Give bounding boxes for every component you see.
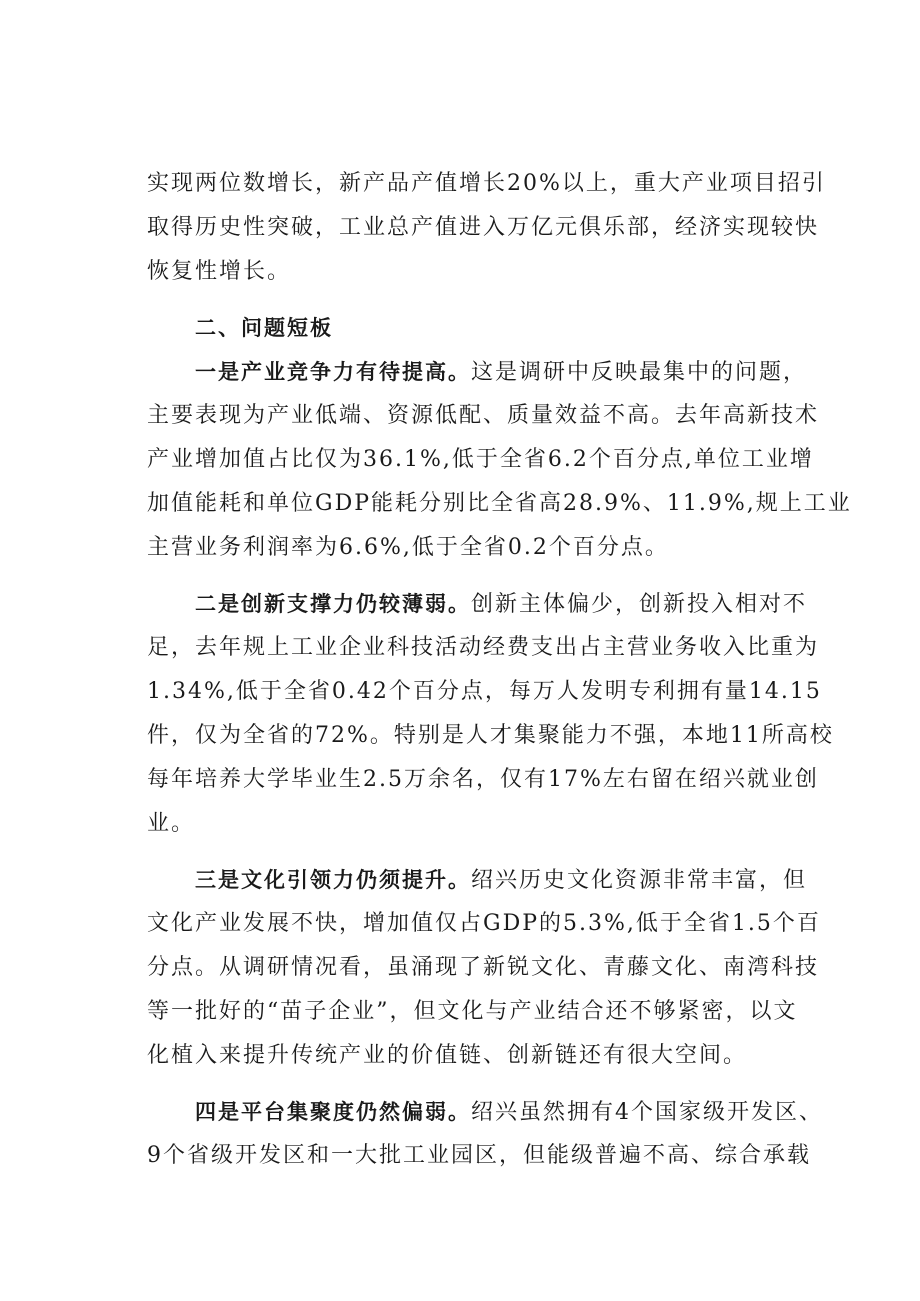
text-line: 恢复性增长。 <box>147 259 292 284</box>
paragraph-lead: 二是创新支撑力仍较薄弱。 <box>195 592 471 616</box>
text-line: 1.34%,低于全省0.42个百分点，每万人发明专利拥有量14.15 <box>147 679 822 704</box>
text-line <box>147 350 807 394</box>
text-run: 这是调研中反映最集中的问题， <box>471 360 808 385</box>
text-line: 主要表现为产业低端、资源低配、质量效益不高。去年高新技术 <box>147 403 820 428</box>
text-line: 每年培养大学毕业生2.5万余名，仅有17%左右留在绍兴就业创 <box>147 767 819 792</box>
text-line: 分点。从调研情况看，虽涌现了新锐文化、青藤文化、南湾科技 <box>147 955 820 980</box>
text-run: 绍兴虽然拥有4个国家级开发区、 <box>471 1100 823 1125</box>
text-line: 化植入来提升传统产业的价值链、创新链还有很大空间。 <box>147 1043 748 1068</box>
text-line <box>147 1090 823 1134</box>
paragraph-lead: 一是产业竞争力有待提高。 <box>195 360 471 384</box>
text-line: 件，仅为全省的72%。特别是人才集聚能力不强，本地11所高校 <box>147 723 834 748</box>
paragraph-industry-competitiveness <box>147 350 852 570</box>
text-line: 取得历史性突破，工业总产值进入万亿元俱乐部，经济实现较快 <box>147 215 820 240</box>
paragraph-platform-agglomeration <box>147 1090 823 1178</box>
text-line: 加值能耗和单位GDP能耗分别比全省高28.9%、11.9%,规上工业 <box>147 491 852 516</box>
text-line: 9个省级开发区和一大批工业园区，但能级普遍不高、综合承载 <box>147 1143 811 1168</box>
text-run: 创新主体偏少，创新投入相对不 <box>471 592 808 617</box>
text-line <box>147 858 807 902</box>
paragraph-lead: 三是文化引领力仍须提升。 <box>195 868 471 892</box>
text-line: 等一批好的“苗子企业”，但文化与产业结合还不够紧密，以文 <box>147 999 798 1024</box>
text-line: 实现两位数增长，新产品产值增长20%以上，重大产业项目招引 <box>147 171 826 196</box>
text-line: 足，去年规上工业企业科技活动经费支出占主营业务收入比重为 <box>147 635 820 660</box>
text-line: 业。 <box>147 811 196 836</box>
paragraph-continuation <box>147 162 826 294</box>
section-heading: 二、问题短板 <box>195 316 333 340</box>
text-line: 文化产业发展不快，增加值仅占GDP的5.3%,低于全省1.5个百 <box>147 911 821 936</box>
paragraph-innovation-support <box>147 582 834 846</box>
paragraph-culture-leadership <box>147 858 821 1078</box>
text-line <box>147 582 807 626</box>
text-run: 绍兴历史文化资源非常丰富，但 <box>471 868 808 893</box>
text-line: 主营业务利润率为6.6%,低于全省0.2个百分点。 <box>147 535 669 560</box>
text-line: 产业增加值占比仅为36.1%,低于全省6.2个百分点,单位工业增 <box>147 447 814 472</box>
document-body <box>147 162 852 1178</box>
paragraph-lead: 四是平台集聚度仍然偏弱。 <box>195 1100 471 1124</box>
